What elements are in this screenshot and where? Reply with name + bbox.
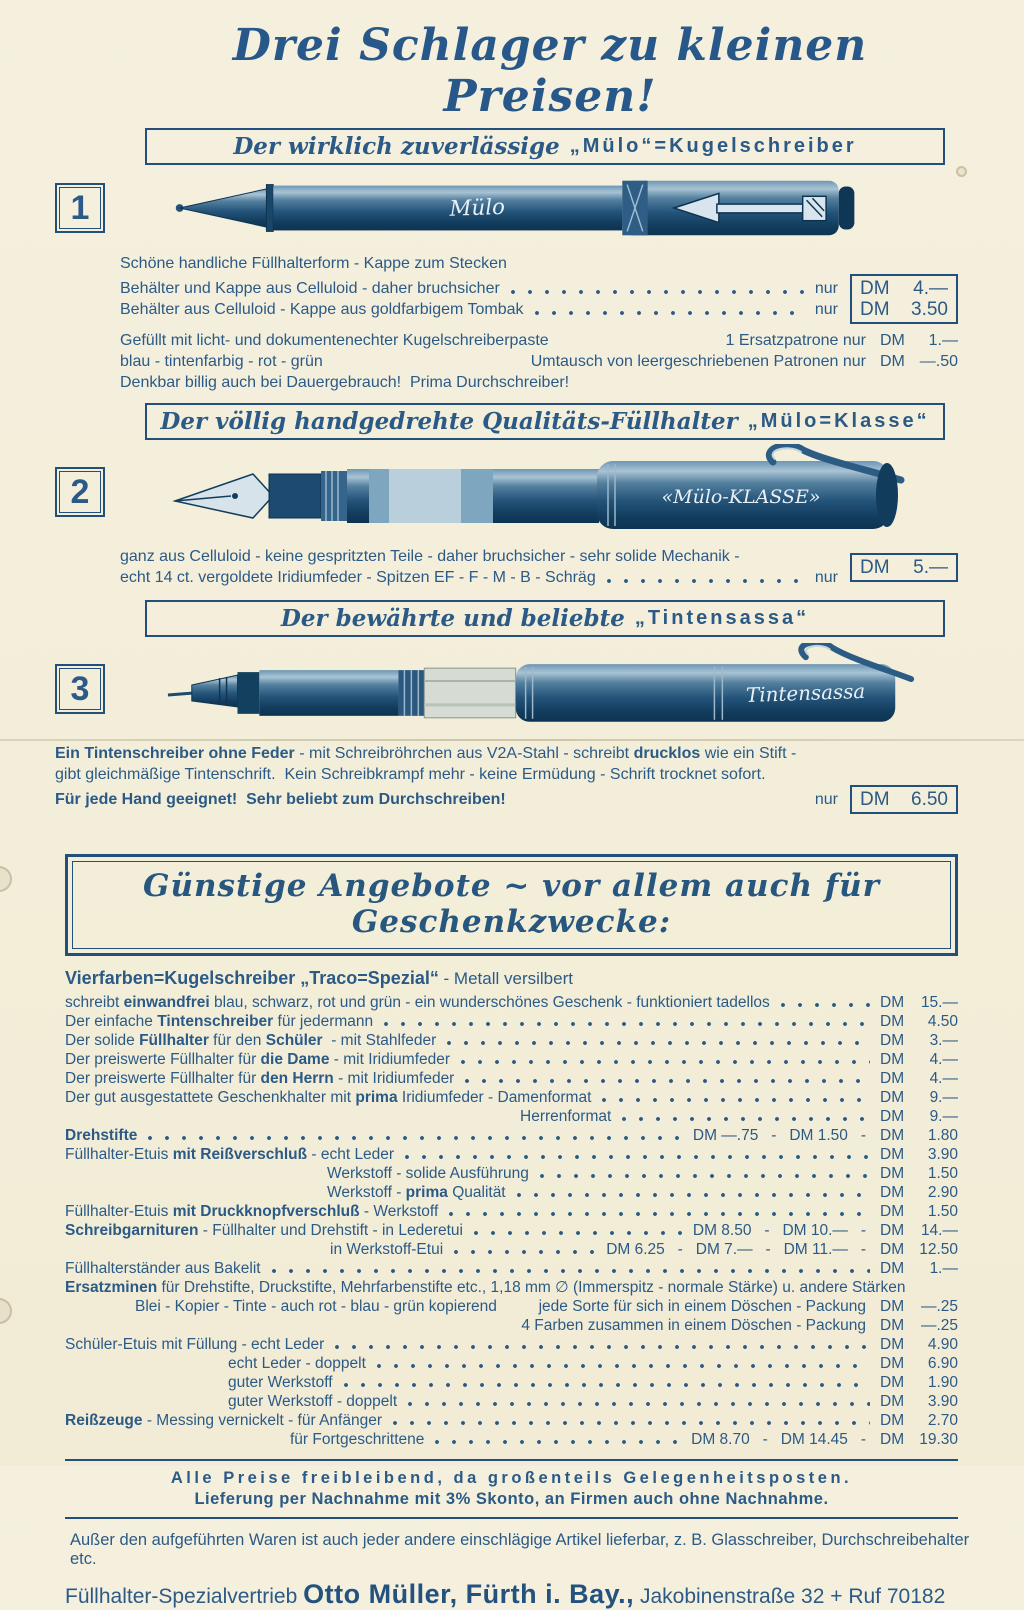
product2-number-box — [55, 467, 105, 517]
punch-hole — [0, 1298, 12, 1324]
leader-dots — [448, 1211, 870, 1217]
leader-dots — [434, 1439, 681, 1445]
pen2-brand-text: «Mülo-KLASSE» — [661, 486, 821, 508]
leader-dots — [621, 1116, 870, 1122]
product1-row3-left: Gefüllt mit licht- und dokumentenechter Kugelschreiberpaste — [120, 332, 549, 349]
paper-fold-line — [0, 739, 1024, 741]
punch-hole — [0, 866, 12, 892]
leader-dots — [147, 1135, 683, 1141]
offers-rows — [65, 993, 958, 1449]
product1-header-brand: „Mülo“=Kugelschreiber — [569, 135, 857, 157]
product3-price-box — [850, 785, 958, 814]
leader-dots — [464, 1078, 870, 1084]
product3-header-script: Der bewährte und beliebte — [280, 605, 625, 632]
product3-pen-row — [0, 641, 1024, 737]
product3-price: DM 6.50 — [860, 789, 948, 810]
leader-dots — [539, 1173, 870, 1179]
ink-pen-illustration — [158, 643, 933, 735]
leader-dots — [516, 1192, 870, 1198]
product1-text — [120, 253, 958, 393]
leader-dots — [446, 1040, 870, 1046]
pen1-brand-text: Mülo — [449, 194, 506, 222]
divider-rule — [65, 1459, 958, 1461]
offer-row: Schüler-Etuis mit Füllung - echt Leder DM 4.90 — [65, 1336, 958, 1353]
product2-text — [120, 546, 958, 588]
leader-dots — [407, 1401, 870, 1407]
page-title: Drei Schlager zu kleinen Preisen! — [232, 20, 868, 122]
price-notice-line2: Lieferung per Nachnahme mit 3% Skonto, an Firmen auch ohne Nachnahme. — [194, 1490, 829, 1508]
leader-dots — [334, 1344, 870, 1350]
product2-header — [145, 403, 945, 440]
leader-dots — [510, 289, 805, 295]
leader-dots — [376, 1363, 870, 1369]
leader-dots — [601, 1097, 870, 1103]
offer-row: guter Werkstoff - doppelt DM 3.90 — [228, 1393, 958, 1410]
product3-line1-rest2: wie ein Stift - — [700, 745, 797, 762]
product3-number: 3 — [70, 670, 90, 708]
offer-row: echt Leder - doppelt DM 6.90 — [228, 1355, 958, 1372]
punch-hole — [956, 166, 967, 177]
product3-line1-bold: Ein Tintenschreiber ohne Feder — [55, 745, 295, 762]
product1-line1: Schöne handliche Füllhalterform - Kappe zum Stecken — [120, 255, 507, 272]
leader-dots — [271, 1268, 870, 1274]
product2-price-box — [850, 553, 958, 582]
company-address: Jakobinenstraße 32 + Ruf 70182 — [634, 1585, 946, 1608]
company-name: Otto Müller, Fürth i. Bay., — [303, 1579, 635, 1609]
pen3-brand-text: Tintensassa — [745, 679, 866, 708]
offer-row: Werkstoff - solide Ausführung DM 1.50 — [327, 1165, 958, 1182]
offer-row: Ersatzminen für Drehstifte, Druckstifte, Mehrfarbenstifte etc., 1,18 mm ∅ (Immerspitz - normale Stärke) u. andere Stärken — [65, 1279, 906, 1296]
offer-row: schreibt einwandfrei blau, schwarz, rot und grün - ein wunderschönes Geschenk - funktioniert tadellos DM 15.— — [65, 994, 958, 1011]
product1-header — [145, 128, 945, 165]
product2-row1-label: echt 14 ct. vergoldete Iridiumfeder - Spitzen EF - F - M - B - Schräg — [120, 569, 596, 586]
product2-row1-nur: nur — [814, 569, 838, 586]
leader-dots — [606, 578, 805, 584]
offer-row: Blei - Kopier - Tinte - auch rot - blau - grün kopierend jede Sorte für sich in einem Döschen - Packung DM —.25 — [135, 1298, 958, 1315]
product2-pen-row — [0, 442, 1024, 542]
offer-row: Der solide Füllhalter für den Schüler - mit Stahlfeder DM 3.— — [65, 1032, 958, 1049]
offer-row: 4 Farben zusammen in einem Döschen - Packung DM —.25 — [521, 1317, 958, 1334]
product1-price2: DM 3.50 — [860, 299, 948, 320]
product1-pen-row — [0, 167, 1024, 249]
product3-line3: Für jede Hand geeignet! Sehr beliebt zum Durchschreiben! — [55, 791, 506, 808]
offers-intro-rest: - Metall versilbert — [438, 969, 573, 988]
product1-row2-nur: nur — [814, 301, 838, 318]
offer-row: Reißzeuge - Messing vernickelt - für Anfänger DM 2.70 — [65, 1412, 958, 1429]
offer-row: Der preiswerte Füllhalter für die Dame - mit Iridiumfeder DM 4.— — [65, 1051, 958, 1068]
offer-row: guter Werkstoff DM 1.90 — [228, 1374, 958, 1391]
product3-line1-bold2: drucklos — [633, 745, 701, 762]
product3-number-box — [55, 664, 105, 714]
leader-dots — [404, 1154, 870, 1160]
product1-row4-left: blau - tintenfarbig - rot - grün — [120, 353, 323, 370]
product3-nur: nur — [814, 791, 838, 808]
leader-dots — [392, 1420, 870, 1426]
offer-row: Der einfache Tintenschreiber für jedermann DM 4.50 — [65, 1013, 958, 1030]
offers-header-box — [65, 854, 958, 956]
product2-header-script: Der völlig handgedrehte Qualitäts-Füllhalter — [160, 408, 738, 435]
offer-row: für Fortgeschrittene DM 8.70 - DM 14.45 - DM 19.30 — [290, 1431, 958, 1448]
product1-number: 1 — [70, 189, 90, 227]
offer-row: Werkstoff - prima Qualität DM 2.90 — [327, 1184, 958, 1201]
ballpoint-pen-illustration — [167, 169, 867, 247]
product1-price1: DM 4.— — [860, 278, 948, 299]
divider-rule — [65, 1517, 958, 1519]
offer-row: Füllhalter-Etuis mit Druckknopfverschluß - Werkstoff DM 1.50 — [65, 1203, 958, 1220]
offer-row: Der preiswerte Füllhalter für den Herrn - mit Iridiumfeder DM 4.— — [65, 1070, 958, 1087]
offers-intro — [65, 968, 958, 989]
leader-dots — [473, 1230, 683, 1236]
product1-price-box — [850, 274, 958, 324]
offers-header: Günstige Angebote ~ vor allem auch für Geschenkzwecke: — [72, 861, 951, 949]
product2-line1: ganz aus Celluloid - keine gespritzten Teile - daher bruchsicher - sehr solide Mechanik - — [120, 548, 740, 565]
product2-header-brand: „Mülo=Klasse“ — [747, 410, 930, 432]
leader-dots — [780, 1002, 870, 1008]
product3-line1-rest: - mit Schreibröhrchen aus V2A-Stahl - schreibt — [294, 745, 634, 762]
product1-row4-right: Umtausch von leergeschriebenen Patronen nur — [530, 353, 866, 370]
leader-dots — [383, 1021, 870, 1027]
leader-dots — [453, 1249, 596, 1255]
offer-row: in Werkstoff-Etui DM 6.25 - DM 7.— - DM 11.— - DM 12.50 — [330, 1241, 958, 1258]
product1-number-box — [55, 183, 105, 233]
offer-row: Der gut ausgestattete Geschenkhalter mit prima Iridiumfeder - Damenformat DM 9.— — [65, 1089, 958, 1106]
product1-row3-price: DM 1.— — [880, 332, 958, 349]
offer-row: Füllhalter-Etuis mit Reißverschluß - echt Leder DM 3.90 — [65, 1146, 958, 1163]
leader-dots — [343, 1382, 870, 1388]
product1-row2-label: Behälter aus Celluloid - Kappe aus goldfarbigem Tombak — [120, 301, 524, 318]
product1-row3-right: 1 Ersatzpatrone nur — [725, 332, 866, 349]
company-line — [65, 1579, 995, 1610]
leader-dots — [534, 310, 805, 316]
product2-price: DM 5.— — [860, 556, 948, 578]
product1-lastline: Denkbar billig auch bei Dauergebrauch! Prima Durchschreiber! — [120, 374, 570, 391]
offer-row: Füllhalterständer aus Bakelit DM 1.— — [65, 1260, 958, 1277]
product3-header — [145, 600, 945, 637]
company-prefix: Füllhalter-Spezialvertrieb — [65, 1585, 304, 1608]
price-notice-line1: Alle Preise freibleibend, da großenteils Gelegenheitsposten. — [170, 1469, 853, 1487]
offers-intro-bold: Vierfarben=Kugelschreiber „Traco=Spezial“ — [65, 968, 439, 988]
fountain-pen-illustration — [161, 444, 921, 540]
product1-row1-nur: nur — [814, 280, 838, 297]
product1-header-script: Der wirklich zuverlässige — [233, 133, 560, 160]
offer-row: Drehstifte DM —.75 - DM 1.50 - DM 1.80 — [65, 1127, 958, 1144]
product1-row1-label: Behälter und Kappe aus Celluloid - daher bruchsicher — [120, 280, 500, 297]
product2-number: 2 — [70, 473, 90, 511]
offer-row: Herrenformat DM 9.— — [520, 1108, 958, 1125]
availability-note: Außer den aufgeführten Waren ist auch jeder andere einschlägige Artikel lieferbar, z. B. Glasschreiber, Durchschreibehalter etc. — [70, 1531, 970, 1568]
product3-header-brand: „Tintensassa“ — [634, 607, 810, 629]
product3-line2: gibt gleichmäßige Tintenschrift. Kein Schreibkrampf mehr - keine Ermüdung - Schrift trocknet sofort. — [55, 766, 766, 783]
product3-text — [55, 743, 958, 814]
product1-row4-price: DM —.50 — [880, 353, 958, 370]
offer-row: Schreibgarnituren - Füllhalter und Drehstift - in Lederetui DM 8.50 - DM 10.— - DM 14.— — [65, 1222, 958, 1239]
leader-dots — [460, 1059, 870, 1065]
